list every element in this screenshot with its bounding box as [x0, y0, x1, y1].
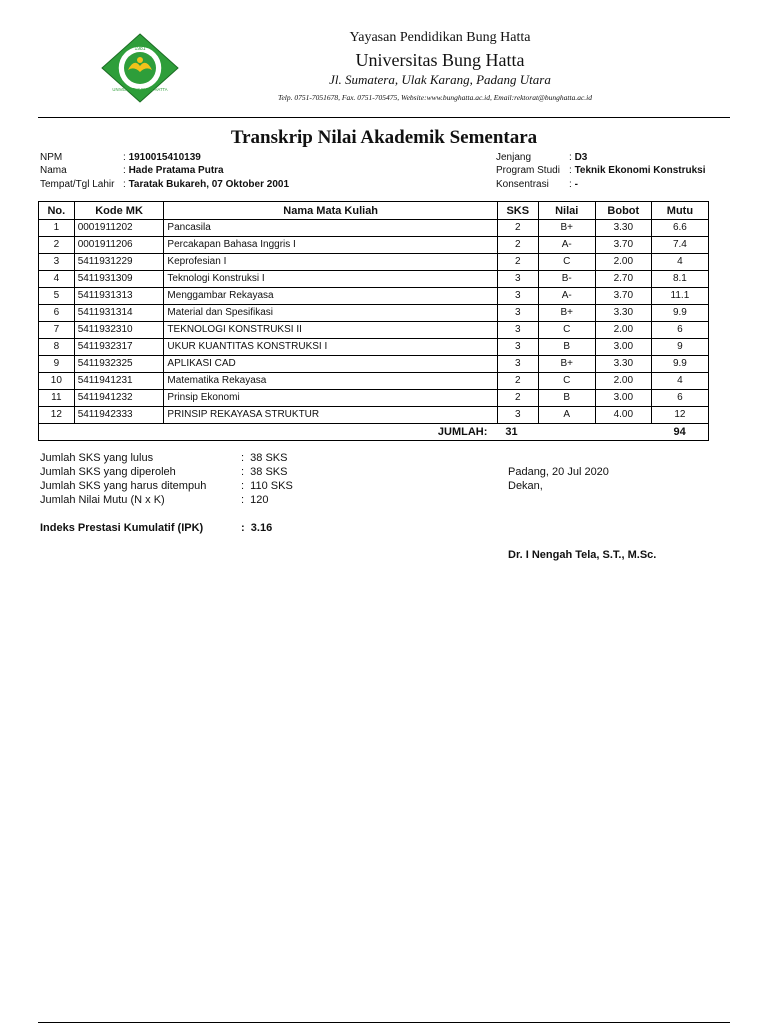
cell-mutu: 8.1	[651, 271, 708, 288]
cell-nama: Matematika Rekayasa	[164, 373, 497, 390]
cell-bobot: 3.30	[595, 220, 651, 237]
cell-nilai: C	[538, 254, 595, 271]
sks-required-label: Jumlah SKS yang harus ditempuh	[40, 480, 207, 492]
col-header-nilai: Nilai	[538, 202, 595, 220]
cell-kode: 5411931313	[74, 288, 164, 305]
cell-nama: Percakapan Bahasa Inggris I	[164, 237, 497, 254]
cell-kode: 5411941231	[74, 373, 164, 390]
sks-passed-label: Jumlah SKS yang lulus	[40, 452, 154, 464]
npm-value: 1910015410139	[128, 152, 201, 163]
sks-passed-value: 38 SKS	[250, 452, 288, 464]
cell-bobot: 3.30	[595, 356, 651, 373]
col-header-nama: Nama Mata Kuliah	[164, 202, 497, 220]
birth-value: Taratak Bukareh, 07 Oktober 2001	[128, 179, 290, 190]
cell-sks: 3	[497, 322, 538, 339]
cell-nilai: C	[538, 373, 595, 390]
cell-no: 8	[39, 339, 75, 356]
table-row	[39, 390, 709, 407]
level-label: Jenjang	[496, 152, 532, 163]
cell-mutu: 9.9	[651, 356, 708, 373]
program-label: Program Studi	[496, 165, 560, 176]
cell-sks: 3	[497, 288, 538, 305]
cell-bobot: 4.00	[595, 407, 651, 424]
total-mutu: 94	[651, 424, 708, 441]
table-row	[39, 305, 709, 322]
cell-mutu: 7.4	[651, 237, 708, 254]
cell-sks: 3	[497, 339, 538, 356]
cell-bobot: 2.00	[595, 322, 651, 339]
cell-bobot: 2.70	[595, 271, 651, 288]
total-sks: 31	[497, 424, 538, 441]
cell-nilai: B	[538, 339, 595, 356]
table-row	[39, 288, 709, 305]
cell-sks: 2	[497, 390, 538, 407]
name-value: Hade Pratama Putra	[128, 165, 224, 176]
cell-bobot: 2.00	[595, 254, 651, 271]
cell-bobot: 3.70	[595, 288, 651, 305]
cell-sks: 2	[497, 373, 538, 390]
col-header-mutu: Mutu	[651, 202, 708, 220]
cell-kode: 5411932310	[74, 322, 164, 339]
cell-kode: 5411942333	[74, 407, 164, 424]
table-row	[39, 339, 709, 356]
col-header-sks: SKS	[497, 202, 538, 220]
table-row	[39, 373, 709, 390]
cell-bobot: 3.00	[595, 390, 651, 407]
table-row	[39, 237, 709, 254]
cell-sks: 3	[497, 271, 538, 288]
cell-mutu: 9.9	[651, 305, 708, 322]
university-logo	[100, 32, 180, 104]
cell-nama: Prinsip Ekonomi	[164, 390, 497, 407]
grades-table	[38, 201, 709, 441]
cell-sks: 3	[497, 305, 538, 322]
cell-no: 6	[39, 305, 75, 322]
cell-mutu: 12	[651, 407, 708, 424]
ipk-value: 3.16	[250, 522, 273, 534]
cell-nama: Teknologi Konstruksi I	[164, 271, 497, 288]
table-total-row	[39, 424, 709, 441]
cell-sks: 3	[497, 407, 538, 424]
cell-sks: 3	[497, 356, 538, 373]
cell-nilai: B+	[538, 220, 595, 237]
cell-kode: 0001911206	[74, 237, 164, 254]
footer-divider	[38, 1022, 730, 1023]
cell-bobot: 3.70	[595, 237, 651, 254]
cell-mutu: 9	[651, 339, 708, 356]
mutu-total-label: Jumlah Nilai Mutu (N x K)	[40, 494, 165, 506]
foundation-name: Yayasan Pendidikan Bung Hatta	[349, 30, 531, 45]
cell-sks: 2	[497, 237, 538, 254]
cell-nilai: A-	[538, 237, 595, 254]
program-value: Teknik Ekonomi Konstruksi	[574, 165, 706, 176]
cell-no: 2	[39, 237, 75, 254]
cell-nilai: B+	[538, 305, 595, 322]
sks-earned-label: Jumlah SKS yang diperoleh	[40, 466, 176, 478]
concentration-value: -	[574, 179, 578, 190]
university-address: Jl. Sumatera, Ulak Karang, Padang Utara	[329, 72, 551, 87]
cell-nilai: B-	[538, 271, 595, 288]
svg-text:1981: 1981	[134, 46, 146, 52]
cell-sks: 2	[497, 220, 538, 237]
npm-label: NPM	[40, 152, 63, 163]
concentration-label: Konsentrasi	[496, 179, 549, 190]
cell-nama: Material dan Spesifikasi	[164, 305, 497, 322]
signature-role: Dekan,	[508, 480, 543, 492]
cell-kode: 5411931309	[74, 271, 164, 288]
total-label: JUMLAH:	[39, 424, 498, 441]
sks-earned-value: 38 SKS	[250, 466, 288, 478]
cell-no: 12	[39, 407, 75, 424]
cell-mutu: 6	[651, 390, 708, 407]
sks-required-value: 110 SKS	[250, 480, 293, 492]
col-header-no: No.	[39, 202, 75, 220]
signature-name: Dr. I Nengah Tela, S.T., M.Sc.	[508, 549, 657, 561]
table-row	[39, 356, 709, 373]
cell-bobot: 3.30	[595, 305, 651, 322]
cell-kode: 5411932317	[74, 339, 164, 356]
cell-no: 7	[39, 322, 75, 339]
cell-nilai: B+	[538, 356, 595, 373]
cell-nilai: C	[538, 322, 595, 339]
mutu-total-value: 120	[250, 494, 269, 506]
cell-mutu: 4	[651, 373, 708, 390]
cell-nilai: B	[538, 390, 595, 407]
cell-nama: UKUR KUANTITAS KONSTRUKSI I	[164, 339, 497, 356]
cell-nilai: A-	[538, 288, 595, 305]
cell-nilai: A	[538, 407, 595, 424]
table-row	[39, 271, 709, 288]
document-title: Transkrip Nilai Akademik Sementara	[230, 127, 538, 148]
table-row	[39, 254, 709, 271]
cell-nama: PRINSIP REKAYASA STRUKTUR	[164, 407, 497, 424]
cell-no: 1	[39, 220, 75, 237]
signature-place-date: Padang, 20 Jul 2020	[508, 466, 609, 478]
cell-nama: Keprofesian I	[164, 254, 497, 271]
ipk-label: Indeks Prestasi Kumulatif (IPK)	[40, 522, 204, 534]
cell-no: 4	[39, 271, 75, 288]
cell-kode: 5411932325	[74, 356, 164, 373]
cell-nama: APLIKASI CAD	[164, 356, 497, 373]
cell-kode: 5411931229	[74, 254, 164, 271]
cell-no: 5	[39, 288, 75, 305]
university-name: Universitas Bung Hatta	[355, 50, 525, 70]
cell-bobot: 3.00	[595, 339, 651, 356]
cell-nama: TEKNOLOGI KONSTRUKSI II	[164, 322, 497, 339]
name-label: Nama	[40, 165, 67, 176]
cell-no: 10	[39, 373, 75, 390]
cell-no: 11	[39, 390, 75, 407]
cell-no: 3	[39, 254, 75, 271]
level-value: D3	[574, 152, 588, 163]
cell-mutu: 6	[651, 322, 708, 339]
cell-nama: Menggambar Rekayasa	[164, 288, 497, 305]
university-contact: Telp. 0751-7051678, Fax. 0751-705475, Website:www.bunghatta.ac.id, Email:rektorat@bunghatta.ac.id	[277, 93, 593, 102]
cell-sks: 2	[497, 254, 538, 271]
cell-bobot: 2.00	[595, 373, 651, 390]
col-header-bobot: Bobot	[595, 202, 651, 220]
col-header-kode: Kode MK	[74, 202, 164, 220]
cell-mutu: 11.1	[651, 288, 708, 305]
birth-label: Tempat/Tgl Lahir	[40, 179, 115, 190]
cell-no: 9	[39, 356, 75, 373]
table-row	[39, 220, 709, 237]
table-header-row	[39, 202, 709, 220]
cell-mutu: 4	[651, 254, 708, 271]
cell-nama: Pancasila	[164, 220, 497, 237]
table-row	[39, 407, 709, 424]
cell-kode: 5411931314	[74, 305, 164, 322]
cell-kode: 0001911202	[74, 220, 164, 237]
cell-mutu: 6.6	[651, 220, 708, 237]
header-divider	[38, 117, 730, 118]
table-row	[39, 322, 709, 339]
cell-kode: 5411941232	[74, 390, 164, 407]
svg-text:UNIVERSITAS BUNG HATTA: UNIVERSITAS BUNG HATTA	[112, 87, 168, 92]
